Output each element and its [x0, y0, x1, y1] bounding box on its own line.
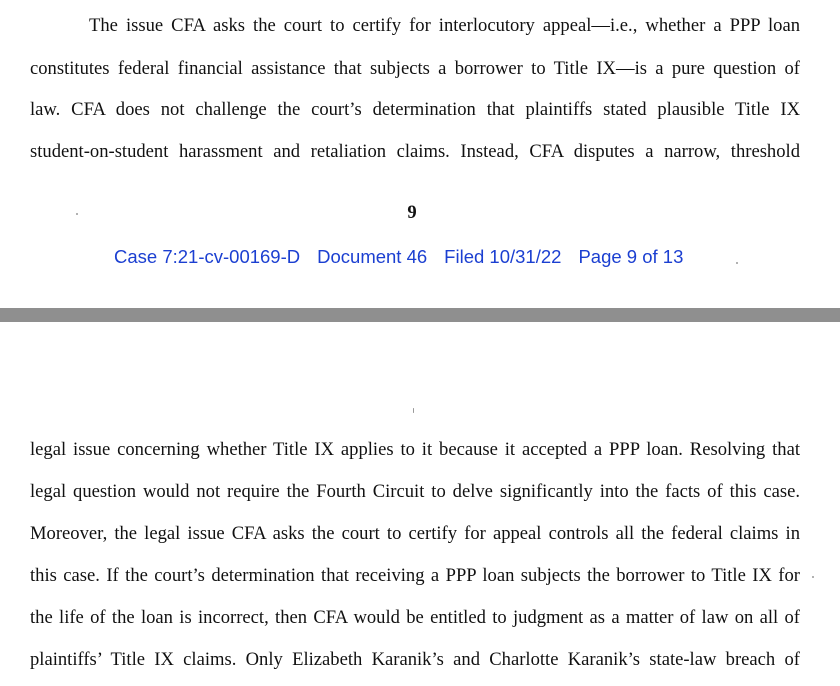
- scan-speck: [736, 262, 738, 264]
- page-separator: [0, 308, 840, 322]
- body-text-line: legal question would not require the Fourth Circuit to delve significantly into the facts of this case.: [30, 481, 800, 502]
- body-text-line: Moreover, the legal issue CFA asks the court to certify for appeal controls all the federal claims in: [30, 523, 800, 544]
- body-text-line: this case. If the court’s determination that receiving a PPP loan subjects the borrower to Title IX for: [30, 565, 800, 586]
- page-number: 9: [407, 202, 417, 223]
- body-text-line: The issue CFA asks the court to certify for interlocutory appeal—i.e., whether a PPP loan: [89, 15, 800, 36]
- document-page-top: [0, 0, 840, 308]
- case-number: Case 7:21-cv-00169-D: [114, 246, 301, 267]
- page-count: Page 9 of 13: [578, 246, 684, 267]
- filed-date: Filed 10/31/22: [444, 246, 562, 267]
- document-number: Document 46: [317, 246, 428, 267]
- scan-speck: [413, 408, 414, 413]
- body-text-line: law. CFA does not challenge the court’s determination that plaintiffs stated plausible Title IX: [30, 99, 800, 120]
- body-text-line: legal issue concerning whether Title IX applies to it because it accepted a PPP loan. Resolving that: [30, 439, 800, 460]
- body-text-line: student-on-student harassment and retaliation claims. Instead, CFA disputes a narrow, threshold: [30, 141, 800, 162]
- document-page-bottom: [0, 322, 840, 686]
- scan-speck: [76, 213, 78, 215]
- scan-speck: [812, 576, 814, 578]
- body-text-line: constitutes federal financial assistance that subjects a borrower to Title IX—is a pure question of: [30, 58, 800, 79]
- body-text-line: the life of the loan is incorrect, then CFA would be entitled to judgment as a matter of law on all of: [30, 607, 800, 628]
- case-header: [114, 245, 683, 269]
- body-text-line: plaintiffs’ Title IX claims. Only Elizabeth Karanik’s and Charlotte Karanik’s state-law breach of: [30, 649, 800, 670]
